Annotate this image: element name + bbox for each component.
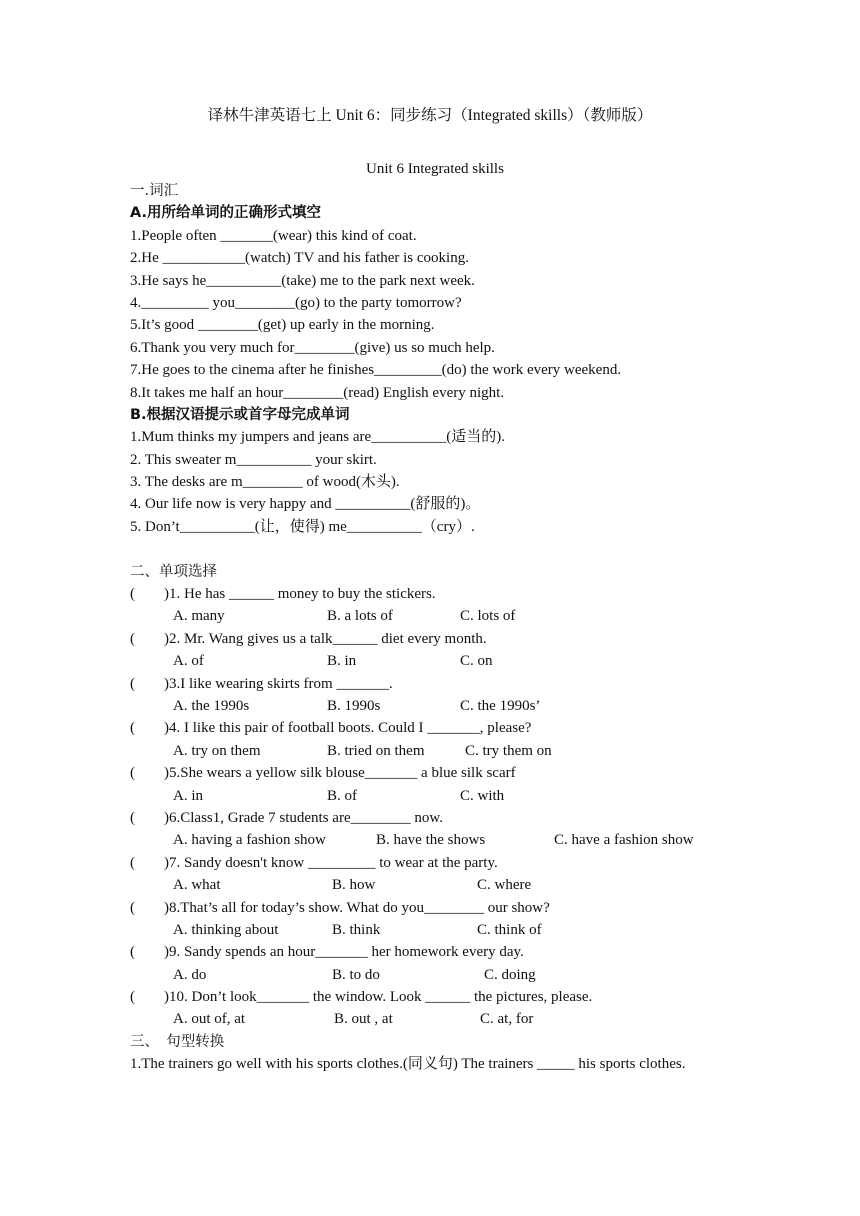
option-c: C. where — [477, 877, 532, 894]
part-a-item: 5.It’s good ________(get) up early in the morning. — [130, 317, 435, 334]
answer-blank-paren: ( — [130, 809, 135, 826]
part-a-item: 4._________ you________(go) to the party tomorrow? — [130, 294, 462, 311]
option-a: A. thinking about — [173, 921, 279, 938]
option-c: C. lots of — [460, 608, 516, 625]
part-a-item: 1.People often _______(wear) this kind of coat. — [130, 227, 417, 244]
document-header: 译林牛津英语七上 Unit 6：同步练习（Integrated skills）（教师版） — [207, 107, 653, 124]
spacer — [130, 538, 740, 560]
part-a-title: A.用所给单词的正确形式填空 — [130, 205, 321, 222]
choice-options — [130, 1008, 740, 1030]
choice-question — [130, 673, 740, 695]
option-b: B. of — [327, 787, 357, 804]
option-a: A. out of, at — [173, 1011, 246, 1028]
answer-blank-paren: ( — [130, 630, 135, 647]
option-a: A. the 1990s — [173, 697, 250, 714]
question-text: )2. Mr. Wang gives us a talk______ diet every month. — [164, 630, 487, 647]
choice-options — [130, 964, 740, 986]
question-text: )1. He has ______ money to buy the stickers. — [164, 586, 436, 603]
option-a: A. many — [173, 608, 225, 625]
answer-blank-paren: ( — [130, 944, 135, 961]
choice-options — [130, 874, 740, 896]
question-text: )8.That’s all for today’s show. What do you________ our show? — [164, 899, 550, 916]
choice-options — [130, 695, 740, 717]
answer-blank-paren: ( — [130, 989, 135, 1006]
part-b-list — [130, 426, 740, 538]
part-b-title: B.根据汉语提示或首字母完成单词 — [130, 406, 350, 423]
option-c: C. doing — [484, 966, 536, 983]
choice-options — [130, 829, 740, 851]
option-a: A. what — [173, 877, 221, 894]
option-a: A. do — [173, 966, 207, 983]
part-a-item: 2.He ___________(watch) TV and his father is cooking. — [130, 250, 469, 267]
option-b: B. think — [332, 921, 381, 938]
question-text: )5.She wears a yellow silk blouse_______ a blue silk scarf — [164, 765, 516, 782]
question-text: )10. Don’t look_______ the window. Look ______ the pictures, please. — [164, 989, 593, 1006]
choice-question — [130, 897, 740, 919]
option-c: C. think of — [477, 921, 542, 938]
question-text: )4. I like this pair of football boots. Could I _______, please? — [164, 720, 532, 737]
choice-question — [130, 852, 740, 874]
option-c: C. on — [460, 653, 493, 670]
option-a: A. in — [173, 787, 203, 804]
part-a-list — [130, 225, 740, 404]
part-b-item: 1.Mum thinks my jumpers and jeans are__________(适当的). — [130, 429, 505, 446]
option-a: A. try on them — [173, 742, 261, 759]
part-b-item: 4. Our life now is very happy and __________(舒服的)。 — [130, 496, 481, 513]
option-b: B. to do — [332, 966, 380, 983]
section-transform-title: 三、 句型转换 — [130, 1033, 225, 1050]
choice-options — [130, 919, 740, 941]
option-b: B. how — [332, 877, 376, 894]
option-c: C. at, for — [480, 1011, 534, 1028]
option-c: C. try them on — [465, 742, 552, 759]
option-c: C. have a fashion show — [554, 832, 694, 849]
answer-blank-paren: ( — [130, 675, 135, 692]
choice-question — [130, 986, 740, 1008]
part-a-item: 8.It takes me half an hour________(read) English every night. — [130, 384, 505, 401]
choice-question — [130, 762, 740, 784]
choice-question — [130, 807, 740, 829]
option-c: C. with — [460, 787, 505, 804]
choice-question — [130, 583, 740, 605]
choice-question-list — [130, 583, 740, 1031]
option-b: B. have the shows — [376, 832, 486, 849]
choice-options — [130, 650, 740, 672]
choice-question — [130, 628, 740, 650]
section-vocabulary-title: 一.词汇 — [130, 183, 179, 199]
answer-blank-paren: ( — [130, 854, 135, 871]
question-text: )7. Sandy doesn't know _________ to wear at the party. — [164, 854, 498, 871]
transform-item: 1.The trainers go well with his sports clothes.(同义句) The trainers _____ his sports clothes. — [130, 1056, 686, 1073]
option-a: A. of — [173, 653, 204, 670]
choice-options — [130, 740, 740, 762]
answer-blank-paren: ( — [130, 765, 135, 782]
answer-blank-paren: ( — [130, 899, 135, 916]
answer-blank-paren: ( — [130, 586, 135, 603]
choice-options — [130, 785, 740, 807]
question-text: )9. Sandy spends an hour_______ her homework every day. — [164, 944, 524, 961]
part-a-item: 7.He goes to the cinema after he finishes_________(do) the work every weekend. — [130, 362, 622, 379]
part-b-item: 2. This sweater m__________ your skirt. — [130, 451, 377, 468]
choice-question — [130, 941, 740, 963]
option-a: A. having a fashion show — [173, 832, 326, 849]
part-a-item: 6.Thank you very much for________(give) us so much help. — [130, 339, 495, 356]
option-b: B. tried on them — [327, 742, 425, 759]
worksheet-content — [130, 158, 740, 1076]
question-text: )3.I like wearing skirts from _______. — [164, 675, 393, 692]
question-text: )6.Class1, Grade 7 students are________ now. — [164, 809, 443, 826]
option-b: B. in — [327, 653, 357, 670]
unit-title: Unit 6 Integrated skills — [366, 161, 504, 177]
part-b-item: 3. The desks are m________ of wood(木头). — [130, 474, 400, 491]
part-b-item: 5. Don’t__________(让，使得) me__________（cry）. — [130, 518, 475, 535]
choice-question — [130, 717, 740, 739]
section-choice-title: 二、单项选择 — [130, 563, 217, 580]
answer-blank-paren: ( — [130, 720, 135, 737]
choice-options — [130, 605, 740, 627]
option-b: B. a lots of — [327, 608, 393, 625]
option-c: C. the 1990s’ — [460, 697, 541, 714]
option-b: B. 1990s — [327, 697, 381, 714]
part-a-item: 3.He says he__________(take) me to the park next week. — [130, 272, 475, 289]
option-b: B. out , at — [334, 1011, 393, 1028]
